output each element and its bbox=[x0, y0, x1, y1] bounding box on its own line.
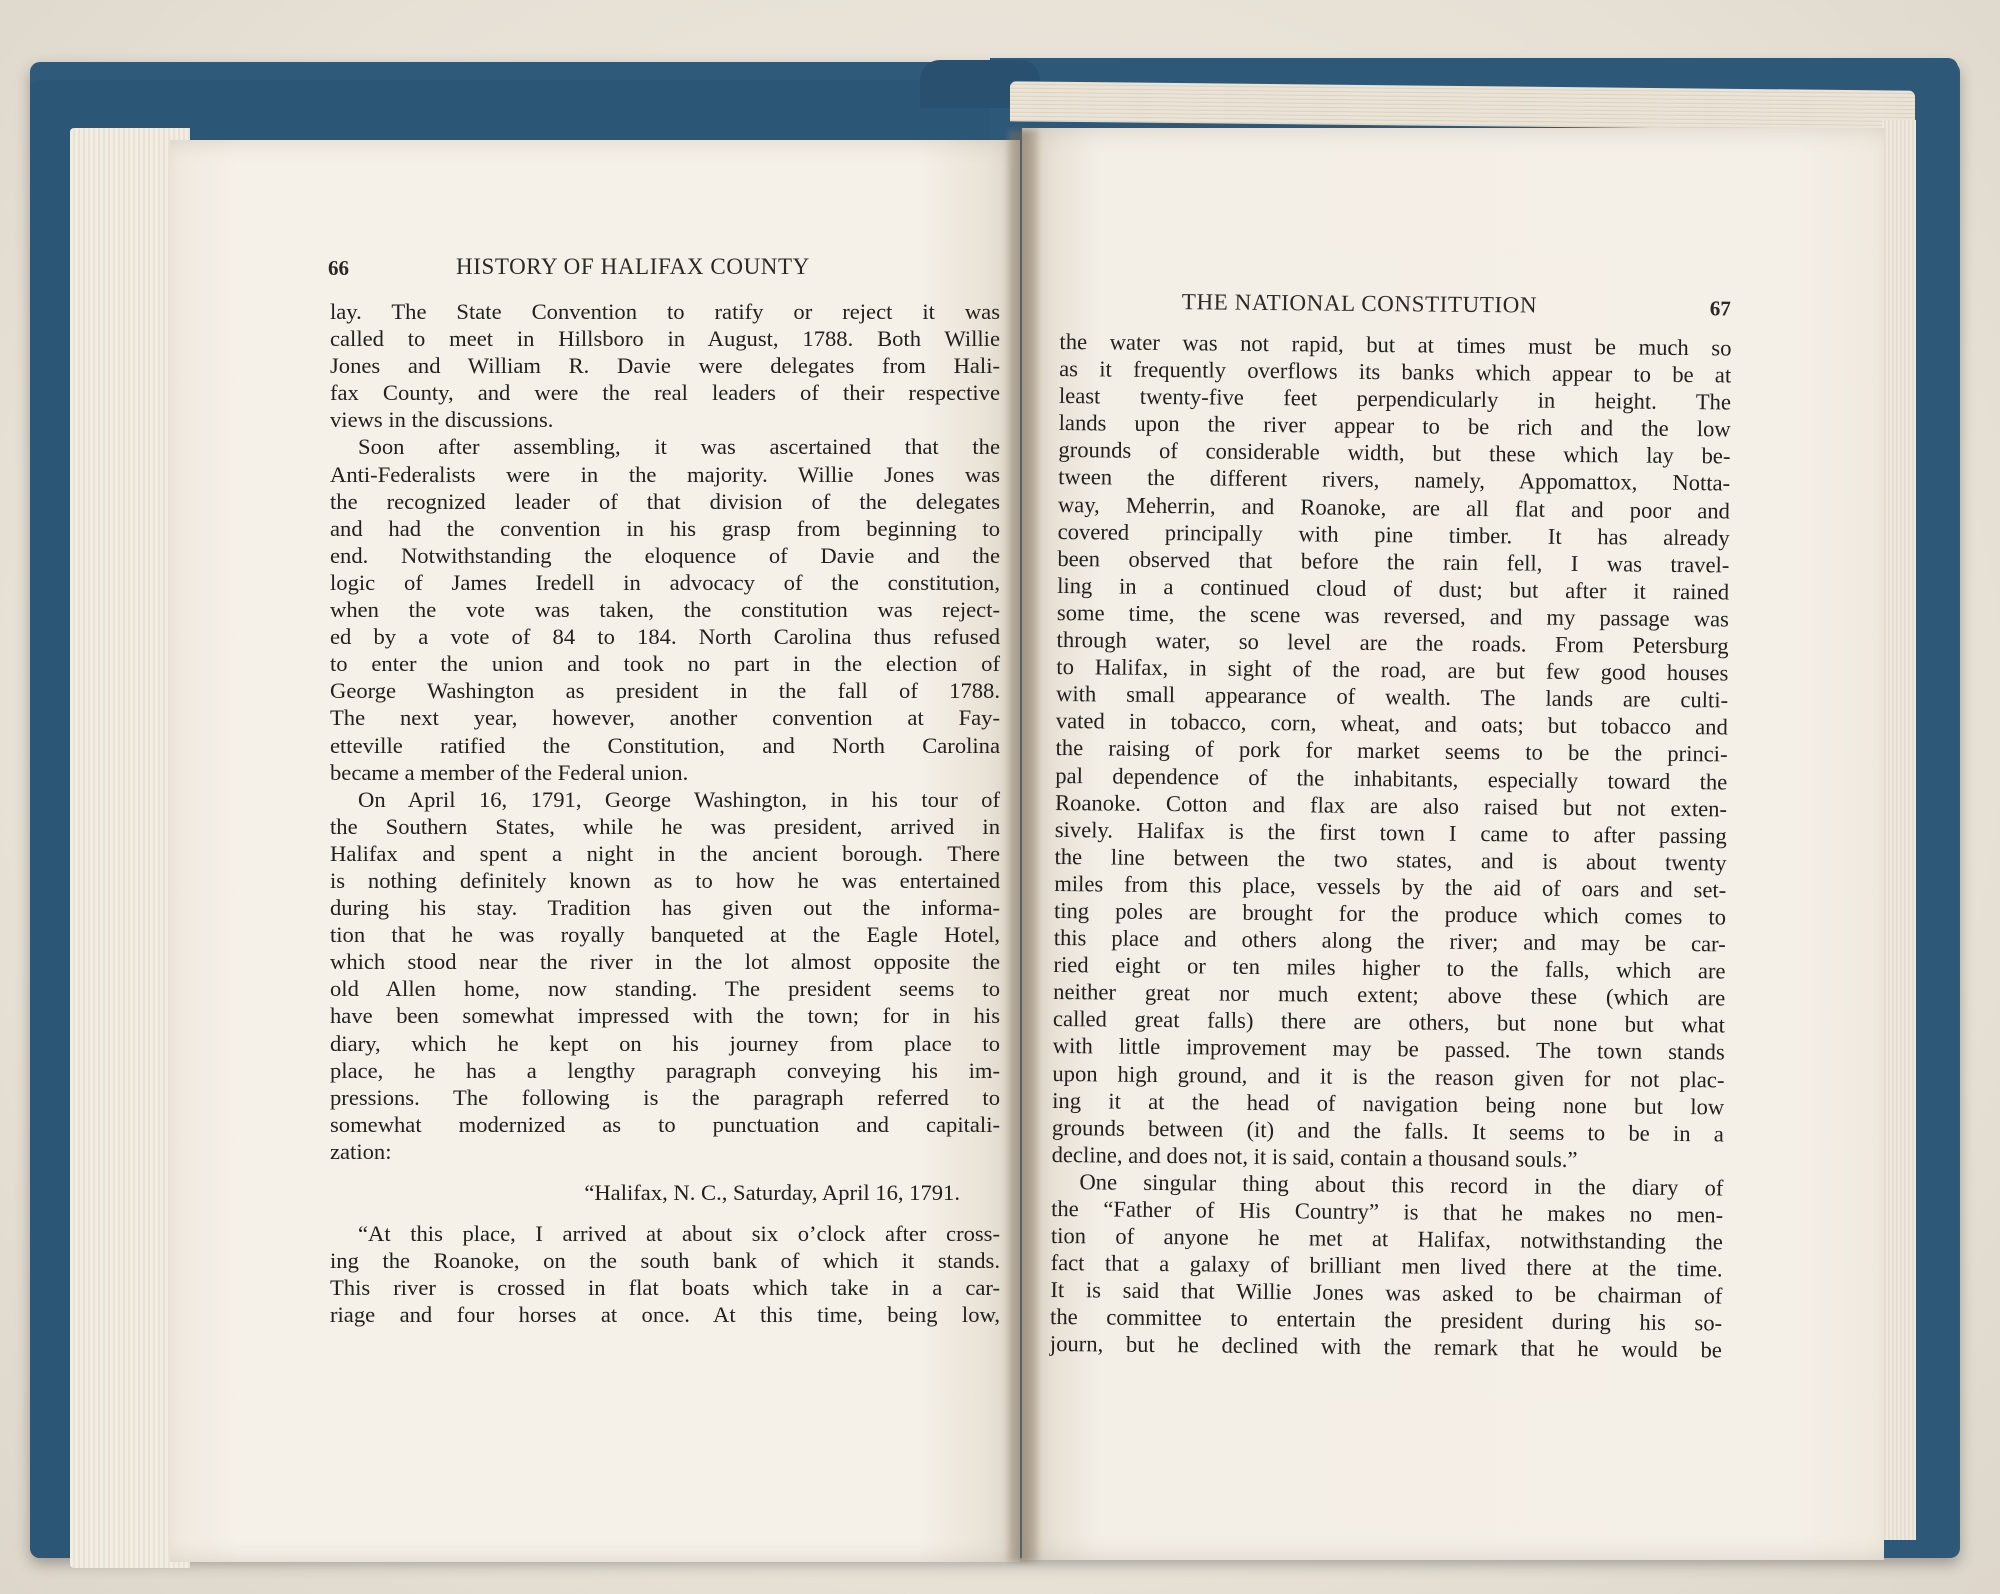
left-page-text bbox=[330, 298, 1000, 1328]
text-line: It is said that Willie Jones was asked to be chairman of bbox=[1050, 1277, 1723, 1309]
text-line: somewhat modernized as to punctuation and capitali- bbox=[330, 1111, 1000, 1137]
text-line: the line between the two states, and is about twenty bbox=[1054, 843, 1727, 876]
text-line: fact that a galaxy of brilliant men lived there at the time. bbox=[1050, 1250, 1723, 1282]
text-line: upon high ground, and it is the reason given for not plac- bbox=[1052, 1060, 1725, 1092]
text-line: with small appearance of wealth. The lands are culti- bbox=[1055, 681, 1729, 713]
text-line: “Halifax, N. C., Saturday, April 16, 1791. bbox=[584, 1180, 960, 1205]
text-line: sively. Halifax is the first town I came to after passing bbox=[1054, 816, 1727, 849]
text-line: to enter the union and took no part in the election of bbox=[330, 651, 1000, 677]
text-line: which stood near the river in the lot almost opposite the bbox=[330, 949, 1000, 975]
text-line: pressions. The following is the paragraph referred to bbox=[330, 1084, 1000, 1110]
text-line: zation: bbox=[330, 1138, 392, 1164]
text-line: ed by a vote of 84 to 184. North Carolina thus refused bbox=[330, 624, 1000, 650]
text-line: tion that he was royally banqueted at the Eagle Hotel, bbox=[330, 922, 1000, 948]
text-line: ing it at the head of navigation being none but low bbox=[1052, 1087, 1725, 1120]
text-line: etteville ratified the Constitution, and North Carolina bbox=[330, 732, 1000, 758]
text-line: end. Notwithstanding the eloquence of Davie and the bbox=[330, 542, 1000, 568]
text-line: miles from this place, vessels by the aid of oars and set- bbox=[1054, 870, 1727, 903]
text-line: the Southern States, while he was president, arrived in bbox=[330, 813, 1000, 839]
text-line: decline, and does not, it is said, contain a thousand souls.” bbox=[1051, 1141, 1578, 1172]
text-line: during his stay. Tradition has given out the informa- bbox=[330, 895, 1000, 921]
text-line: the raising of pork for market seems to be the princi- bbox=[1055, 735, 1728, 767]
text-line: George Washington as president in the fall of 1788. bbox=[330, 678, 1000, 704]
text-line: old Allen home, now standing. The president seems to bbox=[330, 976, 1000, 1002]
text-line: with little improvement may be passed. The town stands bbox=[1052, 1033, 1725, 1065]
text-line: place, he has a lengthy paragraph conveying his im- bbox=[330, 1057, 1000, 1083]
text-line: called to meet in Hillsboro in August, 1788. Both Willie bbox=[330, 326, 1000, 352]
text-line: tween the different rivers, namely, Appomattox, Notta- bbox=[1058, 464, 1731, 496]
text-line: ting poles are brought for the produce which comes to bbox=[1053, 897, 1727, 930]
text-line: have been somewhat impressed with the town; for in his bbox=[330, 1003, 1000, 1029]
text-line: views in the discussions. bbox=[330, 407, 554, 433]
text-line: the “Father of His Country” is that he makes no men- bbox=[1051, 1195, 1724, 1228]
text-line: covered principally with pine timber. It has already bbox=[1057, 518, 1730, 551]
text-line: diary, which he kept on his journey from place to bbox=[330, 1030, 1000, 1056]
text-line: ling in a continued cloud of dust; but after it rained bbox=[1057, 572, 1730, 605]
text-line: logic of James Iredell in advocacy of the constitution, bbox=[330, 569, 1000, 595]
right-page-text bbox=[1050, 328, 1732, 1364]
right-page-content bbox=[1049, 288, 1732, 1394]
text-line: lay. The State Convention to ratify or reject it was bbox=[330, 299, 1000, 324]
text-line: tion of anyone he met at Halifax, notwithstanding the bbox=[1050, 1223, 1723, 1255]
text-line: ried eight or ten miles higher to the falls, which are bbox=[1053, 952, 1726, 984]
left-running-head: HISTORY OF HALIFAX COUNTY bbox=[456, 254, 810, 279]
text-line: as it frequently overflows its banks which appear to be at bbox=[1059, 356, 1732, 388]
text-line: called great falls) there are others, but none but what bbox=[1052, 1006, 1726, 1038]
text-line: Soon after assembling, it was ascertained that the bbox=[358, 434, 1000, 460]
text-line: lands upon the river appear to be rich and the low bbox=[1058, 410, 1731, 442]
book-gutter bbox=[1008, 130, 1038, 1562]
text-line: journ, but he declined with the remark that he would be bbox=[1049, 1331, 1722, 1363]
text-line: been observed that before the rain fell, I was travel- bbox=[1057, 545, 1730, 578]
text-line: This river is crossed in flat boats which take in a car- bbox=[330, 1275, 1000, 1301]
text-line: when the vote was taken, the constitution was reject- bbox=[330, 597, 1000, 623]
text-line: “At this place, I arrived at about six o’clock after cross- bbox=[358, 1221, 1000, 1247]
text-line: through water, so level are the roads. From Petersburg bbox=[1056, 627, 1729, 659]
text-line: Roanoke. Cotton and flax are also raised but not exten- bbox=[1054, 789, 1728, 822]
right-running-head: THE NATIONAL CONSTITUTION bbox=[1181, 289, 1538, 318]
text-line: fax County, and were the real leaders of their respective bbox=[330, 380, 1000, 406]
text-line: the water was not rapid, but at times must be much so bbox=[1059, 328, 1732, 361]
text-line: On April 16, 1791, George Washington, in his tour of bbox=[358, 786, 1000, 812]
text-line: is nothing definitely known as to how he was entertained bbox=[330, 867, 1000, 893]
text-line: the recognized leader of that division of the delegates bbox=[330, 488, 1000, 514]
text-line: ing the Roanoke, on the south bank of which it stands. bbox=[330, 1248, 1000, 1274]
left-page-number: 66 bbox=[328, 256, 349, 280]
text-line: Anti-Federalists were in the majority. Willie Jones was bbox=[330, 461, 1000, 487]
text-line: neither great nor much extent; above these (which are bbox=[1053, 979, 1726, 1011]
text-line: this place and others along the river; and may be car- bbox=[1053, 925, 1726, 957]
text-line: Halifax and spent a night in the ancient borough. There bbox=[330, 840, 1000, 866]
text-line: and had the convention in his grasp from beginning to bbox=[330, 515, 1000, 541]
text-line: the committee to entertain the president during his so- bbox=[1050, 1304, 1723, 1336]
page-edges-right bbox=[1882, 120, 1916, 1540]
text-line: to Halifax, in sight of the road, are but few good houses bbox=[1056, 654, 1729, 686]
text-line: One singular thing about this record in the diary of bbox=[1079, 1169, 1724, 1201]
text-line: grounds between (it) and the falls. It seems to be in a bbox=[1051, 1114, 1725, 1147]
text-line: pal dependence of the inhabitants, especially toward the bbox=[1055, 762, 1728, 794]
text-line: Jones and William R. Davie were delegates from Hali- bbox=[330, 353, 1000, 379]
text-line: grounds of considerable width, but these which lay be- bbox=[1058, 437, 1731, 469]
text-line: least twenty-five feet perpendicularly in height. The bbox=[1058, 383, 1732, 415]
text-line: became a member of the Federal union. bbox=[330, 759, 689, 785]
text-line: riage and four horses at once. At this time, being low, bbox=[330, 1302, 1000, 1328]
right-page-number: 67 bbox=[1709, 296, 1731, 321]
text-line: vated in tobacco, corn, wheat, and oats; but tobacco and bbox=[1055, 708, 1728, 740]
text-line: The next year, however, another convention at Fay- bbox=[330, 705, 1000, 731]
text-line: some time, the scene was reversed, and my passage was bbox=[1056, 599, 1729, 632]
text-line: way, Meherrin, and Roanoke, are all flat and poor and bbox=[1057, 491, 1731, 524]
